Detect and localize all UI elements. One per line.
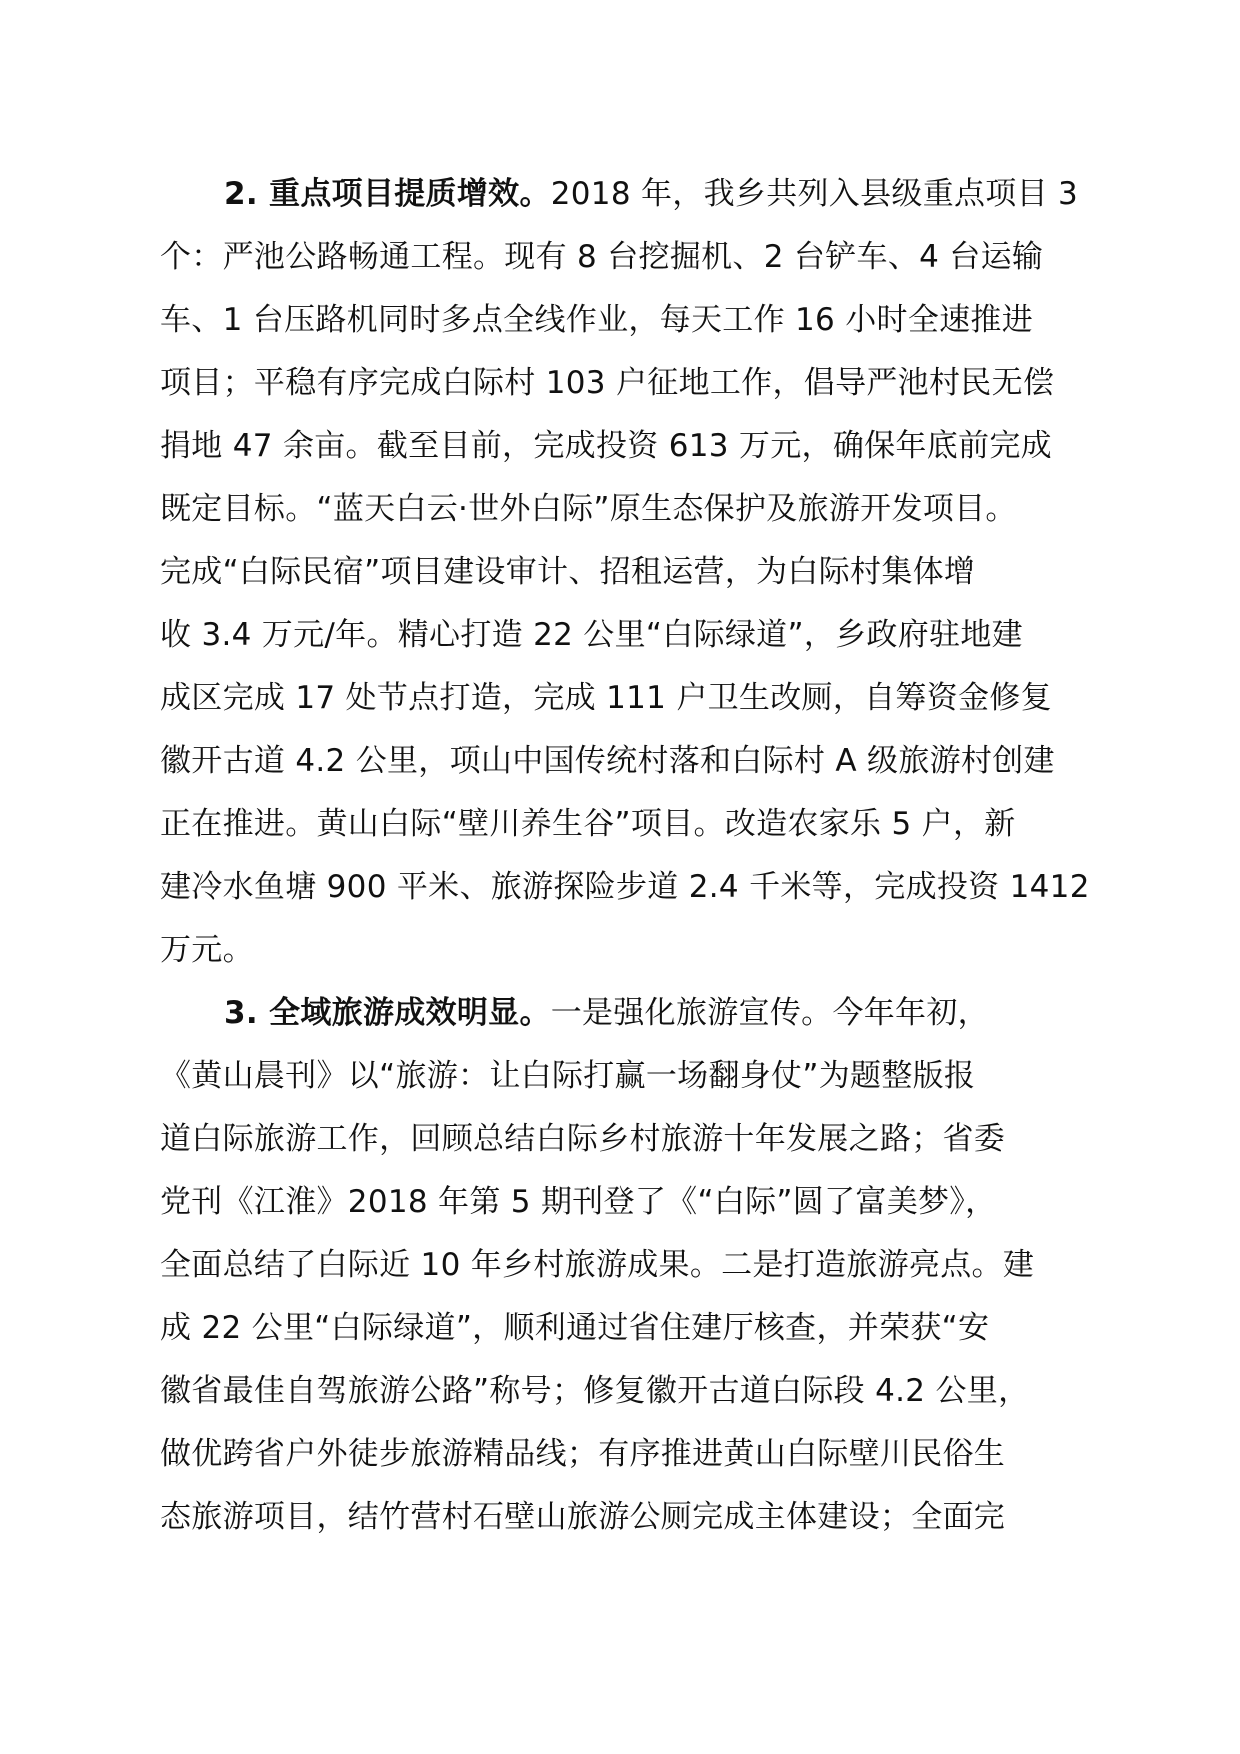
paragraph-line: 万元。 <box>160 932 254 968</box>
paragraph-line: 车、1 台压路机同时多点全线作业，每天工作 16 小时全速推进 <box>160 302 1034 338</box>
paragraph-line: 态旅游项目，结竹营村石壁山旅游公厕完成主体建设；全面完 <box>160 1499 1006 1535</box>
paragraph-line: 做优跨省户外徒步旅游精品线；有序推进黄山白际壁川民俗生 <box>160 1436 1006 1472</box>
paragraph-line: 徽省最佳自驾旅游公路”称号；修复徽开古道白际段 4.2 公里， <box>160 1373 1030 1409</box>
paragraph-line: 道白际旅游工作，回顾总结白际乡村旅游十年发展之路；省委 <box>160 1121 1006 1157</box>
paragraph-line: 徽开古道 4.2 公里，项山中国传统村落和白际村 A 级旅游村创建 <box>160 743 1055 779</box>
paragraph-line: 既定目标。“蓝天白云·世外白际”原生态保护及旅游开发项目。 <box>160 491 1017 527</box>
paragraph-line: 收 3.4 万元/年。精心打造 22 公里“白际绿道”，乡政府驻地建 <box>160 617 1023 653</box>
paragraph-line: 正在推进。黄山白际“壁川养生谷”项目。改造农家乐 5 户，新 <box>160 806 1016 842</box>
paragraph-line: 完成“白际民宿”项目建设审计、招租运营，为白际村集体增 <box>160 554 976 590</box>
paragraph-line: 《黄山晨刊》以“旅游：让白际打赢一场翻身仗”为题整版报 <box>160 1058 976 1094</box>
section-2-line-1 <box>160 163 1090 226</box>
paragraph-line: 建冷水鱼塘 900 平米、旅游探险步道 2.4 千米等，完成投资 1412 <box>160 869 1090 905</box>
paragraph-line: 全面总结了白际近 10 年乡村旅游成果。二是打造旅游亮点。建 <box>160 1247 1035 1283</box>
section-3-text: 一是强化旅游宣传。今年年初， <box>550 995 989 1031</box>
section-2-heading: 2. 重点项目提质增效。 <box>224 176 551 212</box>
paragraph-line: 党刊《江淮》2018 年第 5 期刊登了《“白际”圆了富美梦》， <box>160 1184 997 1220</box>
section-2-text: 2018 年，我乡共列入县级重点项目 3 <box>550 176 1079 212</box>
paragraph-line: 捐地 47 余亩。截至目前，完成投资 613 万元，确保年底前完成 <box>160 428 1052 464</box>
section-3-heading: 3. 全域旅游成效明显。 <box>224 995 551 1031</box>
document-body <box>160 163 1090 1549</box>
section-3-line-1 <box>160 982 1090 1045</box>
paragraph-line: 个：严池公路畅通工程。现有 8 台挖掘机、2 台铲车、4 台运输 <box>160 239 1044 275</box>
paragraph-line: 项目；平稳有序完成白际村 103 户征地工作，倡导严池村民无偿 <box>160 365 1055 401</box>
paragraph-line: 成区完成 17 处节点打造，完成 111 户卫生改厕，自筹资金修复 <box>160 680 1052 716</box>
paragraph-line: 成 22 公里“白际绿道”，顺利通过省住建厅核查，并荣获“安 <box>160 1310 990 1346</box>
